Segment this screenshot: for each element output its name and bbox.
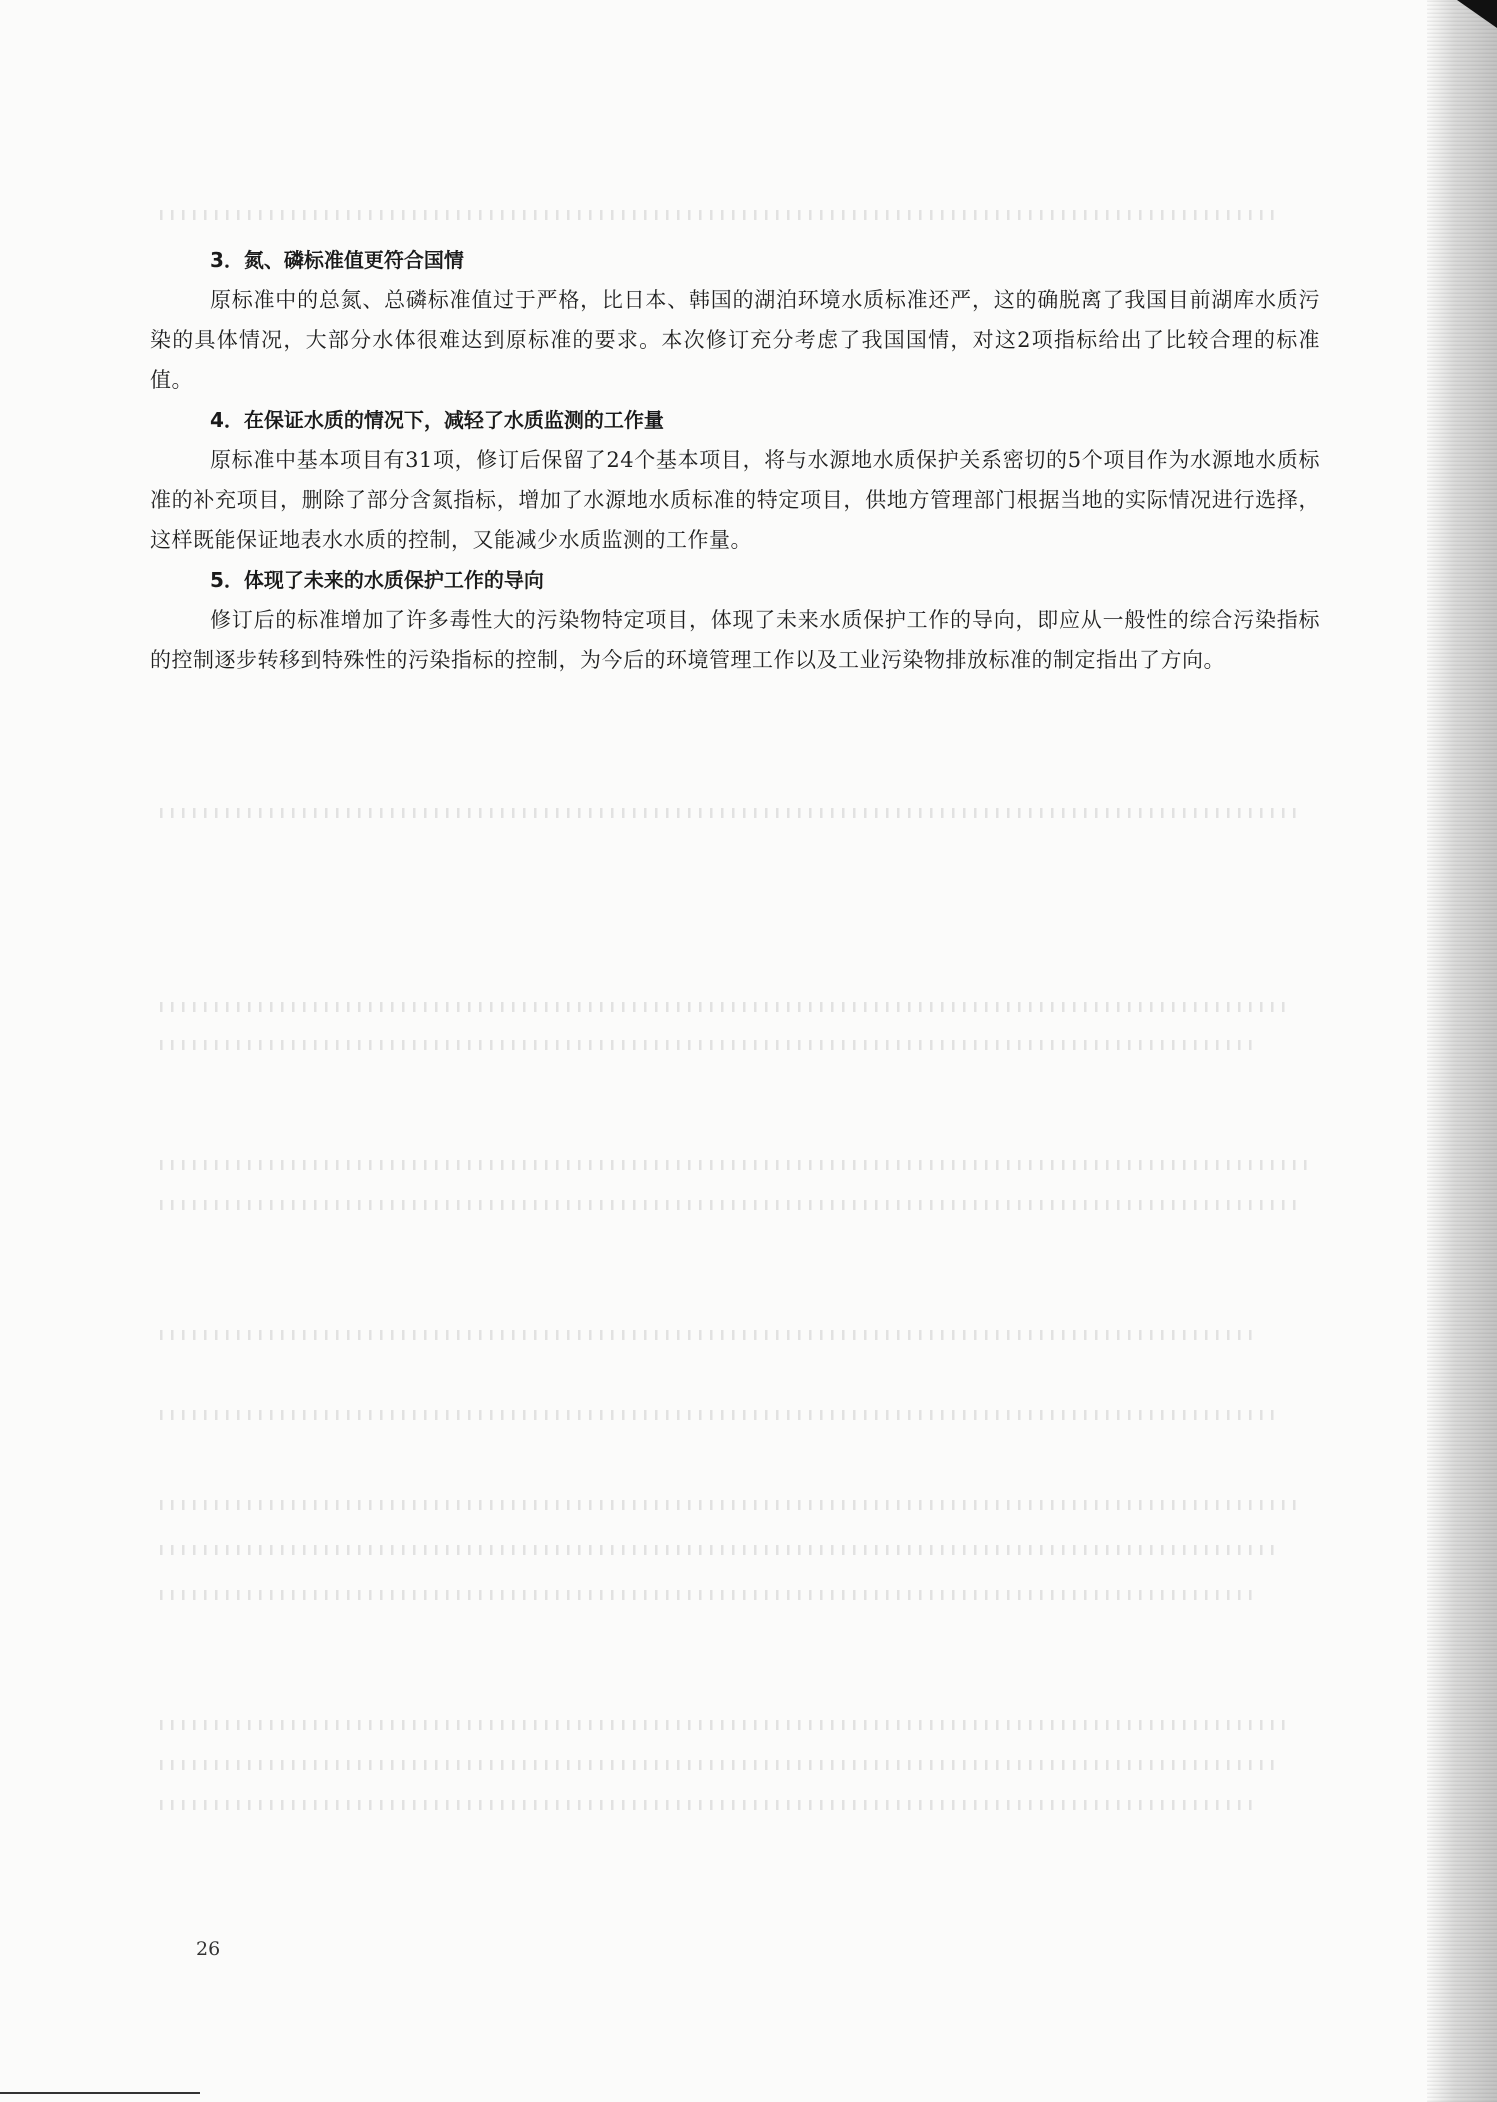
scan-edge-shadow bbox=[1427, 0, 1497, 2102]
bleed-through-row bbox=[160, 1410, 1280, 1420]
bleed-through-row bbox=[160, 1500, 1300, 1510]
bleed-through-row bbox=[160, 1002, 1290, 1012]
bleed-through-row bbox=[160, 1160, 1310, 1170]
scan-corner-mark bbox=[1457, 0, 1497, 28]
section-paragraph: 原标准中的总氮、总磷标准值过于严格，比日本、韩国的湖泊环境水质标准还严，这的确脱离了我国目前湖库水质污染的具体情况，大部分水体很难达到原标准的要求。本次修订充分考虑了我国国情，对这2项指标给出了比较合理的标准值。 bbox=[150, 288, 1320, 392]
bleed-through-row bbox=[160, 1760, 1280, 1770]
bleed-through-row bbox=[160, 808, 1300, 818]
section-paragraph: 修订后的标准增加了许多毒性大的污染物特定项目，体现了未来水质保护工作的导向，即应从一般性的综合污染指标的控制逐步转移到特殊性的污染指标的控制，为今后的环境管理工作以及工业污染物排放标准的制定指出了方向。 bbox=[150, 608, 1320, 672]
bleed-through-row bbox=[160, 1590, 1260, 1600]
section-heading: 5．体现了未来的水质保护工作的导向 bbox=[210, 568, 544, 592]
body-text bbox=[150, 240, 1320, 680]
section-heading: 4．在保证水质的情况下，减轻了水质监测的工作量 bbox=[210, 408, 664, 432]
page-number: 26 bbox=[196, 1938, 221, 1960]
bleed-through-row bbox=[160, 1200, 1300, 1210]
bleed-through-row bbox=[160, 1545, 1280, 1555]
bleed-through-row bbox=[160, 210, 1280, 220]
scan-bottom-line bbox=[0, 2092, 200, 2094]
bleed-through-row bbox=[160, 1800, 1260, 1810]
bleed-through-row bbox=[160, 1330, 1260, 1340]
section-paragraph: 原标准中基本项目有31项，修订后保留了24个基本项目，将与水源地水质保护关系密切的5个项目作为水源地水质标准的补充项目，删除了部分含氮指标，增加了水源地水质标准的特定项目，供地方管理部门根据当地的实际情况进行选择，这样既能保证地表水水质的控制，又能减少水质监测的工作量。 bbox=[150, 448, 1320, 552]
section-heading: 3．氮、磷标准值更符合国情 bbox=[210, 248, 464, 272]
bleed-through-row bbox=[160, 1040, 1260, 1050]
bleed-through-row bbox=[160, 1720, 1290, 1730]
